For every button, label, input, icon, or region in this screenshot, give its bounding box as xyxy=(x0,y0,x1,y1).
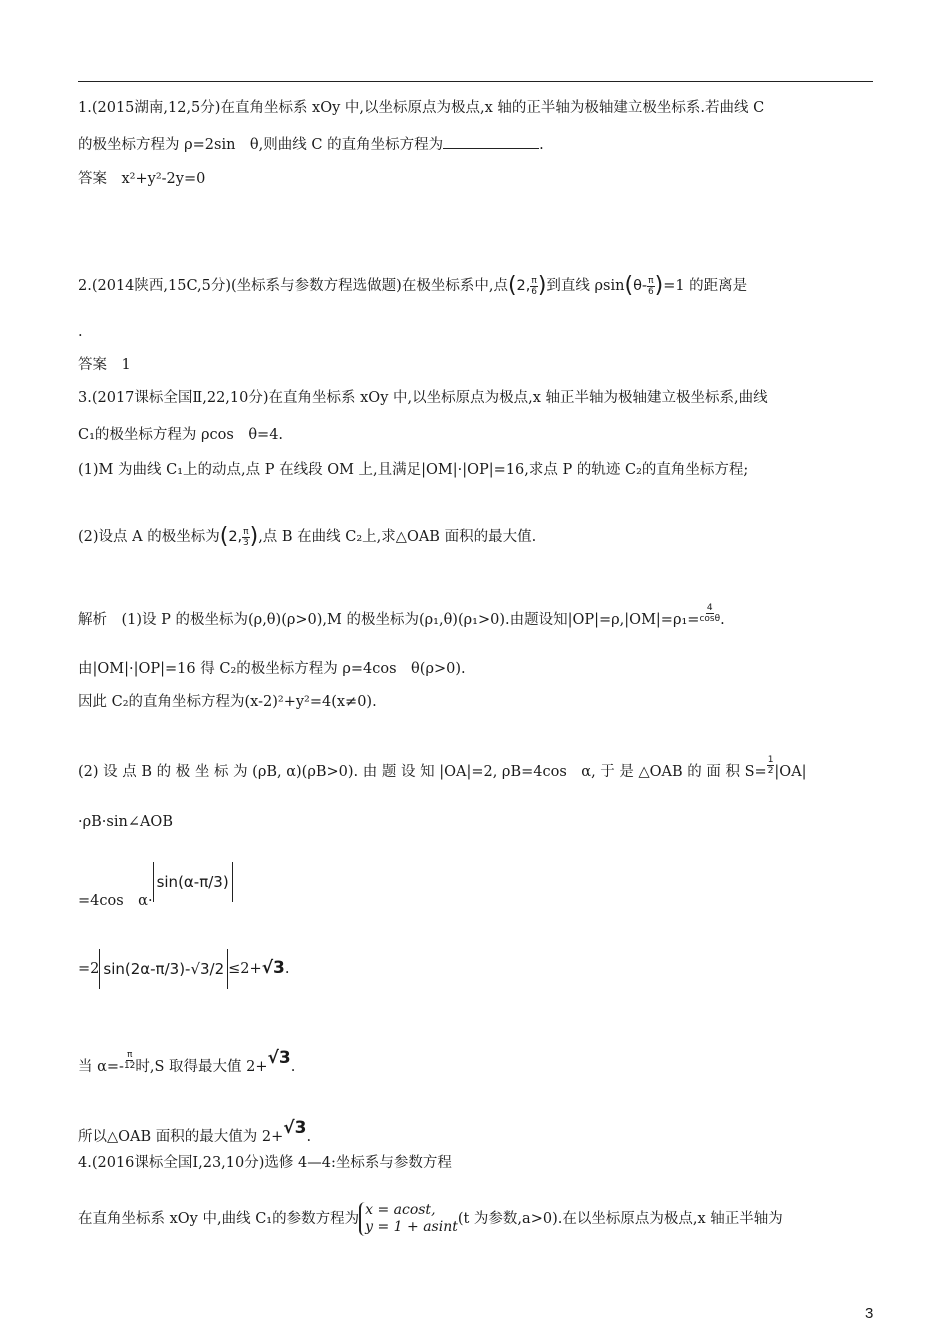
q2-arg-a: θ- xyxy=(633,278,648,294)
answer-blank xyxy=(443,134,539,149)
frac-num: π xyxy=(243,526,249,537)
frac-den: cosθ xyxy=(699,614,721,624)
q3-sol7 xyxy=(78,948,289,989)
q2-dot: . xyxy=(78,324,83,340)
q3-sol6 xyxy=(78,862,233,921)
point-a-r: 2, xyxy=(228,529,243,545)
q2-point-a: 2, xyxy=(516,278,531,294)
q3-sol2: 由|OM|·|OP|=16 得 C₂的极坐标方程为 ρ=4cos θ(ρ>0). xyxy=(78,661,466,677)
sol7-post: ≤2+ xyxy=(228,961,262,977)
frac-den: 3 xyxy=(243,537,249,548)
q3-part2-pre: (2)设点 A 的极坐标为 xyxy=(78,529,220,545)
sqrt-three: √3 xyxy=(267,1048,291,1068)
sol4-end: |OA| xyxy=(774,764,807,780)
q2-arg: (θ- $\frac{\pi}{6}$ ) xyxy=(624,273,664,298)
frac-den: 2 xyxy=(767,766,774,776)
q3-sol9 xyxy=(78,1108,311,1157)
header-rule xyxy=(78,81,873,82)
answer-label: 答案 xyxy=(78,357,107,373)
sol4-text: (2) 设 点 B 的 极 坐 标 为 (ρB, α)(ρB>0). 由 题 设 知 |OA|=2, ρB=4cos α, 于 是 △OAB 的 面 积 S= xyxy=(78,764,767,780)
q3-part2 xyxy=(78,517,536,557)
q1-line2-text: 的极坐标方程为 ρ=2sin θ,则曲线 C 的直角坐标方程为 xyxy=(78,137,444,153)
param-eq-y: y = 1 + asint xyxy=(365,1219,458,1235)
q3-sol4 xyxy=(78,752,807,792)
param-eq-x: x = acost, xyxy=(365,1202,436,1218)
q4-line2-pre: 在直角坐标系 xOy 中,曲线 C₁的参数方程为 xyxy=(78,1211,360,1227)
q3-sol1 xyxy=(78,600,725,640)
sol8-end: . xyxy=(290,1059,296,1075)
q3-line1: 3.(2017课标全国Ⅱ,22,10分)在直角坐标系 xOy 中,以坐标原点为极点,x 轴正半轴为极轴建立极坐标系,曲线 xyxy=(78,390,768,406)
q3-sol8 xyxy=(78,1038,295,1087)
q3-part2-post: ,点 B 在曲线 C₂上,求△OAB 面积的最大值. xyxy=(258,529,537,545)
q2-point: (2, $\frac{\pi}{6}$ ) xyxy=(507,273,547,298)
point-a-frac xyxy=(242,527,249,548)
q4-line1: 4.(2016课标全国Ⅰ,23,10分)选修 4—4:坐标系与参数方程 xyxy=(78,1155,452,1171)
parametric-system xyxy=(359,1202,458,1236)
frac-num: π xyxy=(531,275,537,286)
sol1-end: . xyxy=(720,612,725,628)
q1-line2 xyxy=(78,134,544,155)
answer-value: x²+y²-2y=0 xyxy=(121,171,206,187)
frac-den: 12 xyxy=(123,1061,136,1071)
q1-line2-end: . xyxy=(539,137,544,153)
q2-line1 xyxy=(78,268,747,304)
q2-text-pre: 2.(2014陕西,15C,5分)(坐标系与参数方程选做题)在极坐标系中,点 xyxy=(78,278,508,294)
q3-sol5: ·ρB·sin∠AOB xyxy=(78,814,173,830)
sol7-abs: sin(2α-π/3)-√3/2 xyxy=(99,949,228,989)
q3-line2: C₁的极坐标方程为 ρcos θ=4. xyxy=(78,427,284,443)
q4-line2 xyxy=(78,1197,783,1241)
q2-text-mid: 到直线 ρsin xyxy=(546,278,625,294)
q2-point-frac xyxy=(530,276,537,297)
sol1-frac xyxy=(699,603,720,624)
point-a-coords: (2, $\frac{\pi}{3}$ ) xyxy=(219,524,259,549)
answer-value: 1 xyxy=(121,357,131,373)
q1-answer xyxy=(78,169,205,189)
sol1-text: 解析 (1)设 P 的极坐标为(ρ,θ)(ρ>0),M 的极坐标为(ρ₁,θ)(ρ₁>0).由题设知|OP|=ρ,|OM|=ρ₁= xyxy=(78,612,700,628)
sol6-pre: =4cos α· xyxy=(78,893,153,909)
sol8-frac xyxy=(124,1050,135,1071)
frac-num: π xyxy=(126,1050,133,1060)
answer-label: 答案 xyxy=(78,171,107,187)
sol9-end: . xyxy=(306,1129,312,1145)
q1-line1: 1.(2015湖南,12,5分)在直角坐标系 xOy 中,以坐标原点为极点,x 轴的正半轴为极轴建立极坐标系.若曲线 C xyxy=(78,100,765,116)
sol9-text: 所以△OAB 面积的最大值为 2+ xyxy=(78,1129,284,1145)
q2-text-post: =1 的距离是 xyxy=(663,278,748,294)
sol6-abs: sin(α-π/3) xyxy=(153,862,233,902)
q4-line2-post: (t 为参数,a>0).在以坐标原点为极点,x 轴正半轴为 xyxy=(457,1211,783,1227)
page-number: 3 xyxy=(865,1305,874,1322)
q3-sol3: 因此 C₂的直角坐标方程为(x-2)²+y²=4(x≠0). xyxy=(78,694,377,710)
sol8-mid: 时,S 取得最大值 2+ xyxy=(135,1059,268,1075)
frac-den: 6 xyxy=(531,286,537,297)
frac-num: 4 xyxy=(706,603,713,613)
sol7-end: . xyxy=(284,961,290,977)
q2-arg-frac xyxy=(647,276,654,297)
q3-part1: (1)M 为曲线 C₁上的动点,点 P 在线段 OM 上,且满足|OM|·|OP|=16,求点 P 的轨迹 C₂的直角坐标方程; xyxy=(78,462,749,478)
sqrt-three: √3 xyxy=(261,958,285,978)
sqrt-three: √3 xyxy=(283,1118,307,1138)
frac-num: π xyxy=(648,275,654,286)
frac-num: 1 xyxy=(767,755,774,765)
sol8-pre: 当 α=- xyxy=(78,1059,124,1075)
sol7-pre: =2 xyxy=(78,961,100,977)
frac-den: 6 xyxy=(648,286,654,297)
q2-answer xyxy=(78,355,131,375)
